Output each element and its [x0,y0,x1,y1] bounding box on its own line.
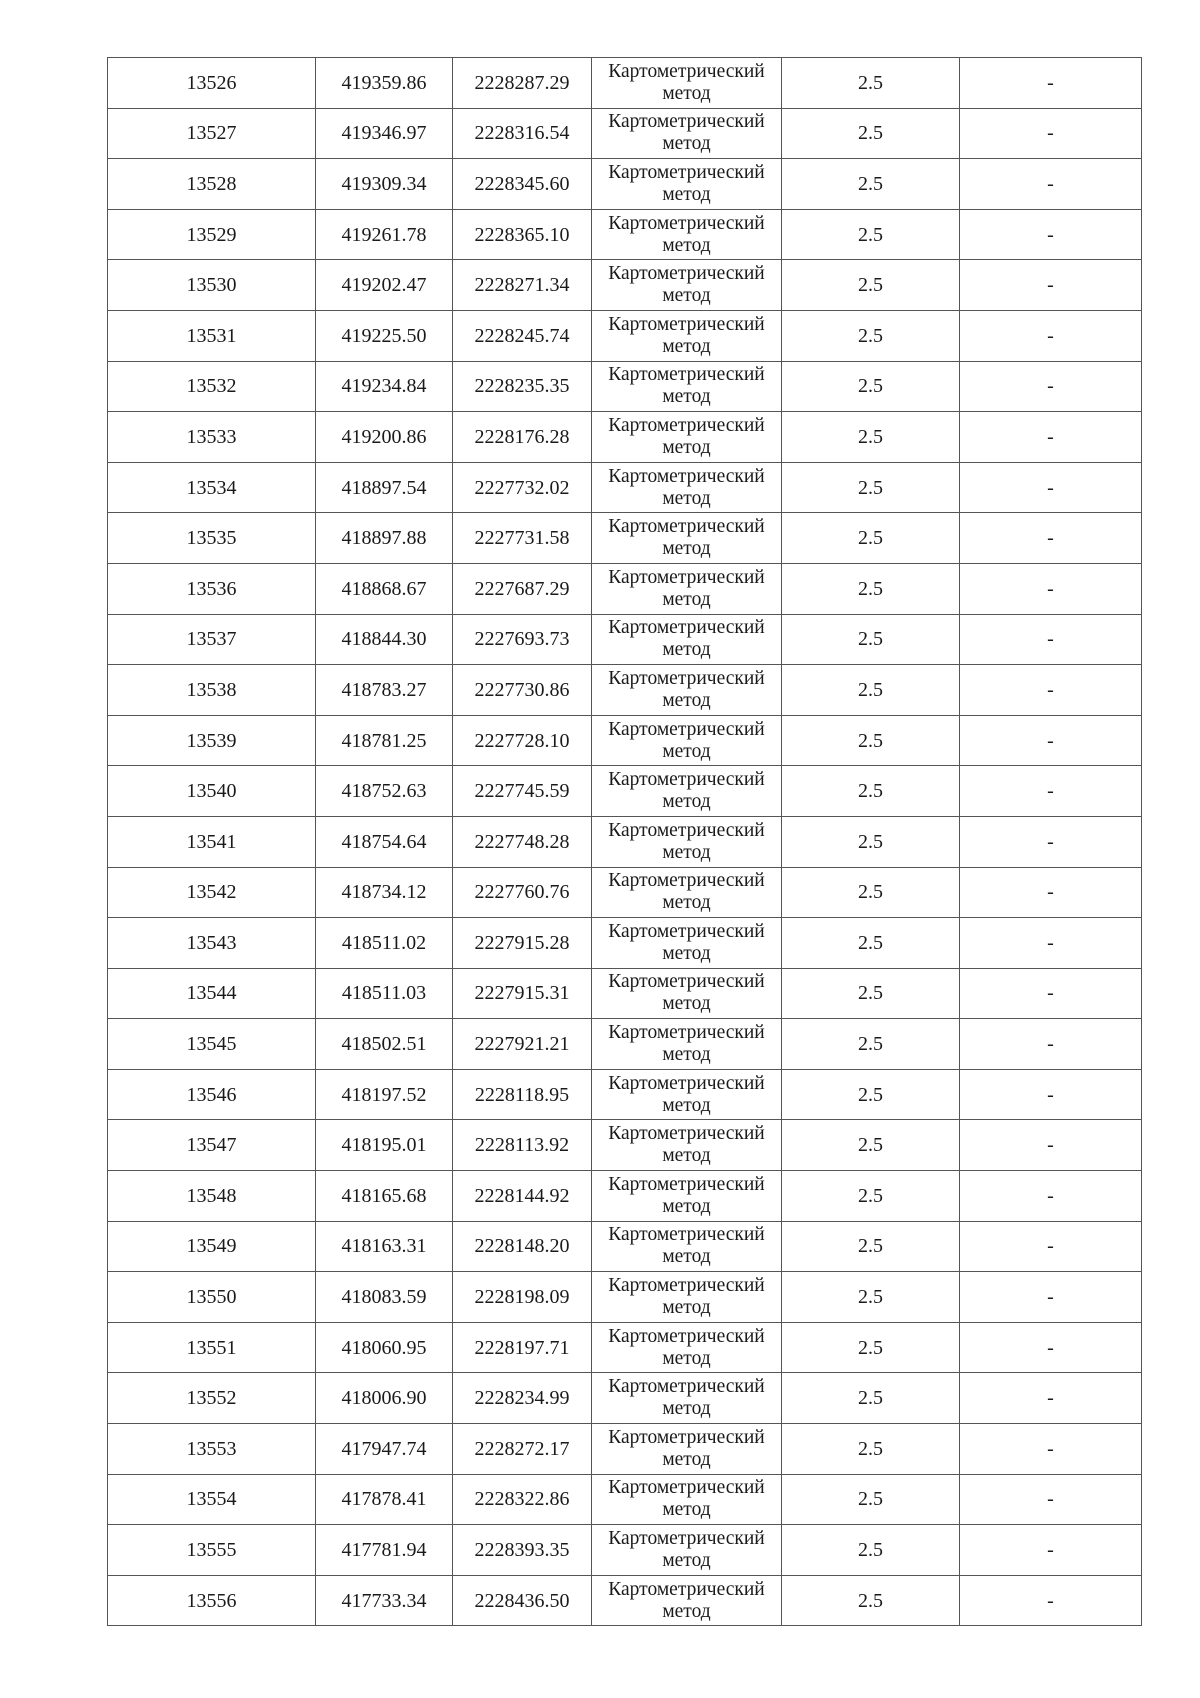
accuracy-cell: 2.5 [782,412,960,463]
x-coordinate-cell: 419359.86 [316,58,453,109]
y-coordinate-cell: 2228245.74 [453,310,592,361]
accuracy-cell: 2.5 [782,1272,960,1323]
table-row [108,462,1142,513]
table-row [108,513,1142,564]
method-text-line: метод [662,1550,711,1572]
accuracy-cell: 2.5 [782,1474,960,1525]
note-cell: - [960,1171,1142,1222]
note-cell: - [960,209,1142,260]
point-number-cell: 13535 [108,513,316,564]
method-text-line: Картометрический [608,1325,765,1347]
table-row [108,766,1142,817]
note-cell: - [960,412,1142,463]
note-cell: - [960,1221,1142,1272]
y-coordinate-cell: 2228235.35 [453,361,592,412]
accuracy-cell: 2.5 [782,816,960,867]
method-text-line: метод [662,1499,711,1521]
y-coordinate-cell: 2228234.99 [453,1373,592,1424]
table-row [108,1424,1142,1475]
point-number-cell: 13554 [108,1474,316,1525]
method-text-line: Картометрический [608,1224,765,1246]
x-coordinate-cell: 418165.68 [316,1171,453,1222]
note-cell: - [960,1120,1142,1171]
method-cell [592,1019,782,1070]
method-text-line: Картометрический [608,60,765,82]
accuracy-cell: 2.5 [782,1424,960,1475]
x-coordinate-cell: 418195.01 [316,1120,453,1171]
x-coordinate-cell: 419234.84 [316,361,453,412]
table-row [108,209,1142,260]
method-cell [592,1474,782,1525]
note-cell: - [960,1272,1142,1323]
point-number-cell: 13539 [108,715,316,766]
method-text-line: Картометрический [608,1072,765,1094]
point-number-cell: 13551 [108,1322,316,1373]
method-text-line: Картометрический [608,920,765,942]
method-text-line: Картометрический [608,617,765,639]
accuracy-cell: 2.5 [782,361,960,412]
accuracy-cell: 2.5 [782,1019,960,1070]
method-text-line: Картометрический [608,870,765,892]
note-cell: - [960,1069,1142,1120]
point-number-cell: 13542 [108,867,316,918]
method-cell [592,159,782,210]
method-text-line: Картометрический [608,769,765,791]
table-row [108,108,1142,159]
x-coordinate-cell: 418844.30 [316,614,453,665]
table-row [108,1525,1142,1576]
note-cell: - [960,1019,1142,1070]
table-row [108,1171,1142,1222]
table-row [108,715,1142,766]
method-text-line: метод [662,1347,711,1369]
x-coordinate-cell: 418502.51 [316,1019,453,1070]
accuracy-cell: 2.5 [782,58,960,109]
note-cell: - [960,159,1142,210]
note-cell: - [960,665,1142,716]
method-text-line: метод [662,1094,711,1116]
method-cell [592,1322,782,1373]
method-text-line: метод [662,82,711,104]
table-row [108,260,1142,311]
table-row [108,1373,1142,1424]
method-text-line: метод [662,183,711,205]
table-row [108,1120,1142,1171]
method-cell [592,513,782,564]
accuracy-cell: 2.5 [782,1525,960,1576]
y-coordinate-cell: 2227921.21 [453,1019,592,1070]
y-coordinate-cell: 2227687.29 [453,563,592,614]
point-number-cell: 13545 [108,1019,316,1070]
method-text-line: Картометрический [608,1426,765,1448]
note-cell: - [960,1525,1142,1576]
method-text-line: Картометрический [608,263,765,285]
note-cell: - [960,766,1142,817]
x-coordinate-cell: 418783.27 [316,665,453,716]
y-coordinate-cell: 2228118.95 [453,1069,592,1120]
x-coordinate-cell: 418734.12 [316,867,453,918]
method-text-line: Картометрический [608,1123,765,1145]
method-text-line: Картометрический [608,313,765,335]
x-coordinate-cell: 418752.63 [316,766,453,817]
y-coordinate-cell: 2227732.02 [453,462,592,513]
point-number-cell: 13547 [108,1120,316,1171]
x-coordinate-cell: 417878.41 [316,1474,453,1525]
point-number-cell: 13543 [108,918,316,969]
point-number-cell: 13555 [108,1525,316,1576]
method-cell [592,209,782,260]
accuracy-cell: 2.5 [782,614,960,665]
table-row [108,614,1142,665]
method-text-line: метод [662,1600,711,1622]
y-coordinate-cell: 2227760.76 [453,867,592,918]
point-number-cell: 13546 [108,1069,316,1120]
accuracy-cell: 2.5 [782,918,960,969]
y-coordinate-cell: 2227730.86 [453,665,592,716]
x-coordinate-cell: 418897.54 [316,462,453,513]
method-text-line: Картометрический [608,1173,765,1195]
point-number-cell: 13530 [108,260,316,311]
method-text-line: Картометрический [608,364,765,386]
method-text-line: метод [662,538,711,560]
method-cell [592,867,782,918]
y-coordinate-cell: 2228271.34 [453,260,592,311]
method-text-line: метод [662,689,711,711]
method-text-line: Картометрический [608,718,765,740]
y-coordinate-cell: 2227693.73 [453,614,592,665]
point-number-cell: 13531 [108,310,316,361]
note-cell: - [960,1424,1142,1475]
coordinates-table [107,57,1142,1626]
table-row [108,1069,1142,1120]
y-coordinate-cell: 2228393.35 [453,1525,592,1576]
x-coordinate-cell: 418897.88 [316,513,453,564]
accuracy-cell: 2.5 [782,513,960,564]
y-coordinate-cell: 2228144.92 [453,1171,592,1222]
method-text-line: метод [662,436,711,458]
y-coordinate-cell: 2227731.58 [453,513,592,564]
y-coordinate-cell: 2228316.54 [453,108,592,159]
accuracy-cell: 2.5 [782,968,960,1019]
accuracy-cell: 2.5 [782,1171,960,1222]
method-cell [592,58,782,109]
note-cell: - [960,563,1142,614]
x-coordinate-cell: 418163.31 [316,1221,453,1272]
method-text-line: метод [662,1145,711,1167]
method-text-line: Картометрический [608,1477,765,1499]
table-row [108,1575,1142,1626]
y-coordinate-cell: 2228198.09 [453,1272,592,1323]
method-text-line: Картометрический [608,161,765,183]
accuracy-cell: 2.5 [782,1575,960,1626]
method-text-line: метод [662,1246,711,1268]
accuracy-cell: 2.5 [782,108,960,159]
method-text-line: метод [662,993,711,1015]
accuracy-cell: 2.5 [782,462,960,513]
note-cell: - [960,1322,1142,1373]
y-coordinate-cell: 2227745.59 [453,766,592,817]
x-coordinate-cell: 419225.50 [316,310,453,361]
note-cell: - [960,1575,1142,1626]
point-number-cell: 13544 [108,968,316,1019]
y-coordinate-cell: 2227915.31 [453,968,592,1019]
method-text-line: метод [662,892,711,914]
method-text-line: Картометрический [608,1376,765,1398]
point-number-cell: 13553 [108,1424,316,1475]
table-row [108,1272,1142,1323]
method-text-line: метод [662,740,711,762]
method-cell [592,614,782,665]
table-row [108,361,1142,412]
point-number-cell: 13548 [108,1171,316,1222]
method-text-line: метод [662,1398,711,1420]
method-cell [592,1575,782,1626]
x-coordinate-cell: 419309.34 [316,159,453,210]
point-number-cell: 13541 [108,816,316,867]
point-number-cell: 13528 [108,159,316,210]
y-coordinate-cell: 2228113.92 [453,1120,592,1171]
note-cell: - [960,918,1142,969]
method-cell [592,1221,782,1272]
table-row [108,159,1142,210]
accuracy-cell: 2.5 [782,209,960,260]
method-text-line: метод [662,942,711,964]
note-cell: - [960,867,1142,918]
x-coordinate-cell: 417733.34 [316,1575,453,1626]
note-cell: - [960,58,1142,109]
y-coordinate-cell: 2228436.50 [453,1575,592,1626]
x-coordinate-cell: 418781.25 [316,715,453,766]
note-cell: - [960,462,1142,513]
y-coordinate-cell: 2227915.28 [453,918,592,969]
point-number-cell: 13534 [108,462,316,513]
method-cell [592,1272,782,1323]
method-cell [592,1525,782,1576]
x-coordinate-cell: 418197.52 [316,1069,453,1120]
accuracy-cell: 2.5 [782,766,960,817]
x-coordinate-cell: 418083.59 [316,1272,453,1323]
method-cell [592,260,782,311]
note-cell: - [960,108,1142,159]
accuracy-cell: 2.5 [782,867,960,918]
y-coordinate-cell: 2228365.10 [453,209,592,260]
note-cell: - [960,715,1142,766]
note-cell: - [960,1373,1142,1424]
table-row [108,968,1142,1019]
y-coordinate-cell: 2228272.17 [453,1424,592,1475]
method-text-line: Картометрический [608,212,765,234]
y-coordinate-cell: 2227748.28 [453,816,592,867]
method-cell [592,1069,782,1120]
method-text-line: Картометрический [608,971,765,993]
accuracy-cell: 2.5 [782,1373,960,1424]
point-number-cell: 13552 [108,1373,316,1424]
table-row [108,563,1142,614]
method-text-line: метод [662,1297,711,1319]
accuracy-cell: 2.5 [782,159,960,210]
accuracy-cell: 2.5 [782,310,960,361]
accuracy-cell: 2.5 [782,1120,960,1171]
y-coordinate-cell: 2228345.60 [453,159,592,210]
x-coordinate-cell: 418754.64 [316,816,453,867]
method-cell [592,462,782,513]
x-coordinate-cell: 417781.94 [316,1525,453,1576]
method-text-line: Картометрический [608,819,765,841]
method-cell [592,412,782,463]
accuracy-cell: 2.5 [782,563,960,614]
method-text-line: Картометрический [608,667,765,689]
x-coordinate-cell: 418868.67 [316,563,453,614]
method-text-line: метод [662,1195,711,1217]
table-row [108,665,1142,716]
method-text-line: метод [662,133,711,155]
method-cell [592,563,782,614]
y-coordinate-cell: 2228148.20 [453,1221,592,1272]
point-number-cell: 13529 [108,209,316,260]
method-text-line: метод [662,791,711,813]
method-text-line: метод [662,386,711,408]
method-cell [592,1424,782,1475]
method-cell [592,766,782,817]
x-coordinate-cell: 419346.97 [316,108,453,159]
method-cell [592,361,782,412]
x-coordinate-cell: 419261.78 [316,209,453,260]
method-text-line: Картометрический [608,1578,765,1600]
method-text-line: Картометрический [608,566,765,588]
note-cell: - [960,260,1142,311]
note-cell: - [960,614,1142,665]
method-cell [592,918,782,969]
x-coordinate-cell: 418511.03 [316,968,453,1019]
method-cell [592,108,782,159]
method-text-line: Картометрический [608,1528,765,1550]
x-coordinate-cell: 419200.86 [316,412,453,463]
note-cell: - [960,968,1142,1019]
x-coordinate-cell: 419202.47 [316,260,453,311]
point-number-cell: 13540 [108,766,316,817]
point-number-cell: 13556 [108,1575,316,1626]
method-text-line: Картометрический [608,111,765,133]
point-number-cell: 13550 [108,1272,316,1323]
method-text-line: Картометрический [608,465,765,487]
table-row [108,867,1142,918]
table-row [108,58,1142,109]
coordinates-table-body [108,58,1142,1626]
x-coordinate-cell: 417947.74 [316,1424,453,1475]
point-number-cell: 13533 [108,412,316,463]
method-text-line: метод [662,487,711,509]
method-text-line: метод [662,234,711,256]
accuracy-cell: 2.5 [782,1069,960,1120]
table-row [108,310,1142,361]
y-coordinate-cell: 2228287.29 [453,58,592,109]
method-cell [592,715,782,766]
x-coordinate-cell: 418006.90 [316,1373,453,1424]
point-number-cell: 13526 [108,58,316,109]
method-text-line: Картометрический [608,1275,765,1297]
method-text-line: Картометрический [608,414,765,436]
table-row [108,412,1142,463]
y-coordinate-cell: 2228176.28 [453,412,592,463]
accuracy-cell: 2.5 [782,1322,960,1373]
method-text-line: метод [662,588,711,610]
method-text-line: Картометрический [608,516,765,538]
method-text-line: метод [662,1044,711,1066]
y-coordinate-cell: 2228197.71 [453,1322,592,1373]
accuracy-cell: 2.5 [782,715,960,766]
method-text-line: метод [662,285,711,307]
method-cell [592,1373,782,1424]
table-row [108,1474,1142,1525]
table-row [108,1322,1142,1373]
note-cell: - [960,513,1142,564]
accuracy-cell: 2.5 [782,260,960,311]
method-cell [592,1120,782,1171]
x-coordinate-cell: 418060.95 [316,1322,453,1373]
method-text-line: метод [662,335,711,357]
note-cell: - [960,361,1142,412]
method-cell [592,310,782,361]
accuracy-cell: 2.5 [782,1221,960,1272]
point-number-cell: 13537 [108,614,316,665]
point-number-cell: 13549 [108,1221,316,1272]
y-coordinate-cell: 2228322.86 [453,1474,592,1525]
method-cell [592,1171,782,1222]
table-row [108,1019,1142,1070]
method-cell [592,968,782,1019]
method-text-line: метод [662,841,711,863]
method-cell [592,665,782,716]
table-row [108,918,1142,969]
note-cell: - [960,816,1142,867]
method-cell [592,816,782,867]
point-number-cell: 13538 [108,665,316,716]
point-number-cell: 13527 [108,108,316,159]
table-row [108,1221,1142,1272]
note-cell: - [960,1474,1142,1525]
method-text-line: метод [662,1448,711,1470]
note-cell: - [960,310,1142,361]
x-coordinate-cell: 418511.02 [316,918,453,969]
accuracy-cell: 2.5 [782,665,960,716]
method-text-line: Картометрический [608,1022,765,1044]
point-number-cell: 13536 [108,563,316,614]
table-row [108,816,1142,867]
y-coordinate-cell: 2227728.10 [453,715,592,766]
point-number-cell: 13532 [108,361,316,412]
method-text-line: метод [662,639,711,661]
